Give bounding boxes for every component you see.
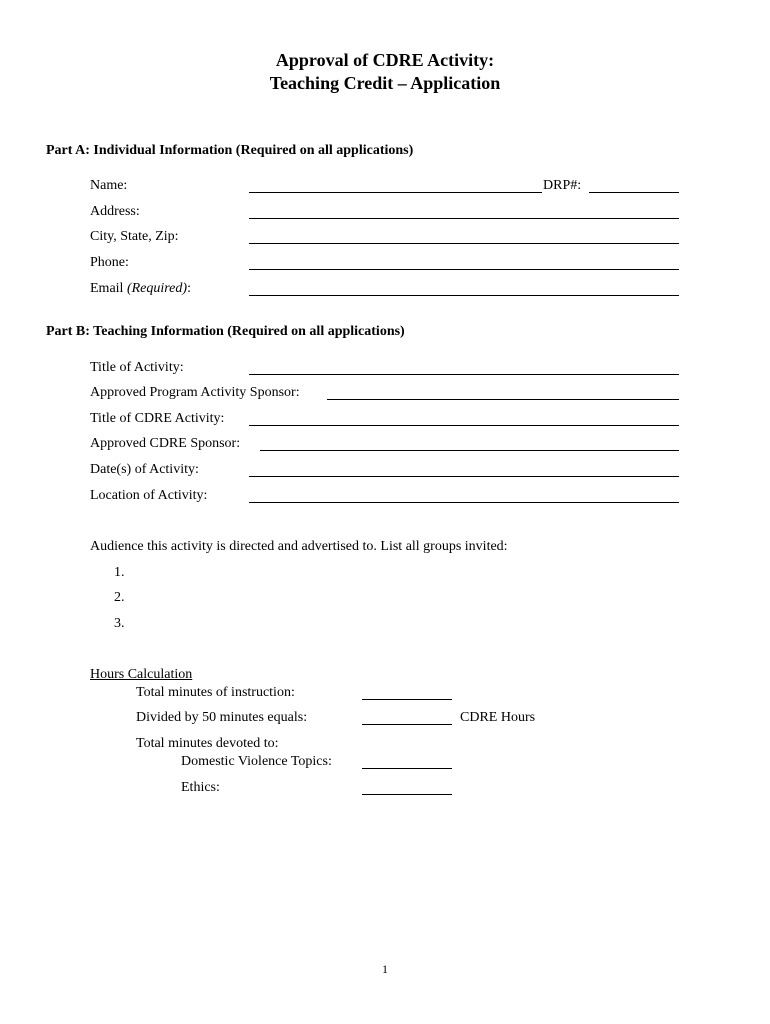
hours-heading: Hours Calculation bbox=[90, 667, 193, 682]
cdre-title-field[interactable] bbox=[249, 425, 679, 426]
activity-title-field[interactable] bbox=[249, 374, 679, 375]
part-b-heading: Part B: Teaching Information (Required on all applications) bbox=[46, 324, 405, 339]
devoted-label: Total minutes devoted to: bbox=[136, 736, 279, 751]
part-a-heading: Part A: Individual Information (Required on all applications) bbox=[46, 143, 414, 158]
name-label: Name: bbox=[90, 178, 128, 193]
dv-topics-label: Domestic Violence Topics: bbox=[181, 754, 332, 769]
total-minutes-field[interactable] bbox=[362, 699, 452, 700]
cdre-sponsor-field[interactable] bbox=[260, 450, 679, 451]
audience-item-2: 2. bbox=[114, 590, 125, 605]
cdre-sponsor-label: Approved CDRE Sponsor: bbox=[90, 436, 241, 451]
program-sponsor-label: Approved Program Activity Sponsor: bbox=[90, 385, 300, 400]
city-state-zip-field[interactable] bbox=[249, 243, 679, 244]
activity-dates-field[interactable] bbox=[249, 476, 679, 477]
divided-label: Divided by 50 minutes equals: bbox=[136, 710, 308, 725]
program-sponsor-field[interactable] bbox=[327, 399, 679, 400]
audience-item-1: 1. bbox=[114, 565, 125, 580]
activity-location-field[interactable] bbox=[249, 502, 679, 503]
activity-location-label: Location of Activity: bbox=[90, 488, 208, 503]
phone-field[interactable] bbox=[249, 269, 679, 270]
phone-label: Phone: bbox=[90, 255, 129, 270]
cdre-hours-label: CDRE Hours bbox=[460, 710, 536, 725]
email-colon: : bbox=[187, 281, 191, 296]
city-state-zip-label: City, State, Zip: bbox=[90, 229, 179, 244]
email-required-note: (Required) bbox=[126, 281, 188, 296]
page-title-line1: Approval of CDRE Activity: bbox=[275, 50, 495, 70]
address-label: Address: bbox=[90, 204, 140, 219]
dv-topics-field[interactable] bbox=[362, 768, 452, 769]
ethics-label: Ethics: bbox=[181, 780, 220, 795]
email-label-text: Email bbox=[90, 281, 124, 296]
cdre-title-label: Title of CDRE Activity: bbox=[90, 411, 225, 426]
audience-prompt: Audience this activity is directed and advertised to. List all groups invited: bbox=[90, 539, 508, 554]
ethics-field[interactable] bbox=[362, 794, 452, 795]
drp-label: DRP#: bbox=[543, 178, 582, 193]
activity-dates-label: Date(s) of Activity: bbox=[90, 462, 199, 477]
email-field[interactable] bbox=[249, 295, 679, 296]
activity-title-label: Title of Activity: bbox=[90, 360, 184, 375]
drp-field[interactable] bbox=[589, 192, 679, 193]
page-title-line2: Teaching Credit – Application bbox=[269, 73, 501, 93]
audience-item-3: 3. bbox=[114, 616, 125, 631]
email-label bbox=[90, 281, 191, 297]
name-field[interactable] bbox=[249, 192, 542, 193]
cdre-hours-field[interactable] bbox=[362, 724, 452, 725]
page-number: 1 bbox=[382, 962, 388, 976]
address-field[interactable] bbox=[249, 218, 679, 219]
total-minutes-label: Total minutes of instruction: bbox=[136, 685, 295, 700]
